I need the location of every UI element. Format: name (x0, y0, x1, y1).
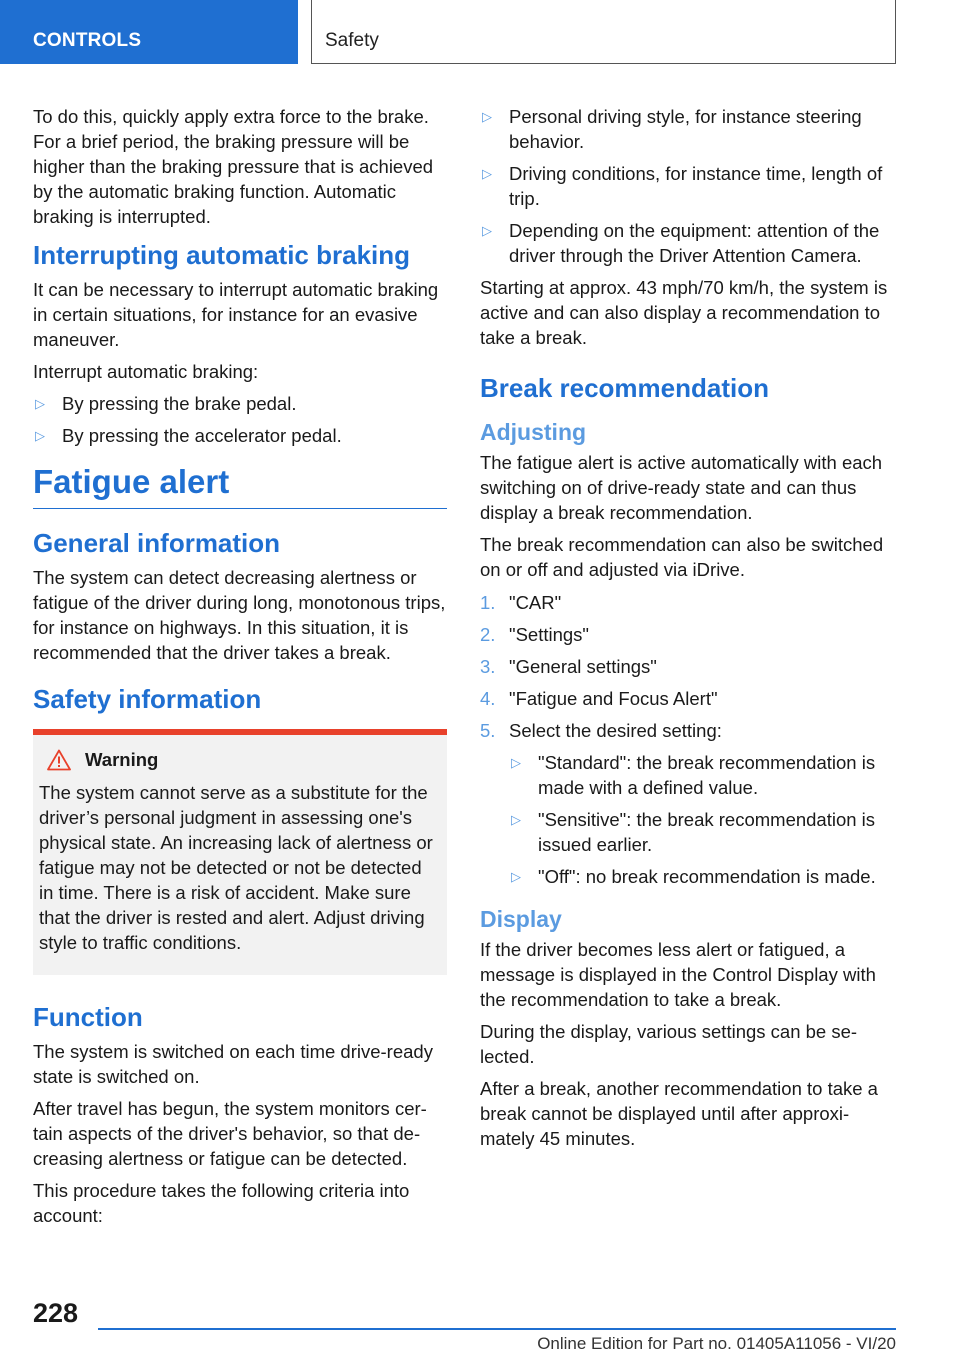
step-item: 1. "CAR" (480, 592, 562, 613)
setting-options-list (509, 750, 896, 889)
warning-box (33, 729, 447, 975)
general-info-paragraph: The system can detect decreasing alertness or fatigue of the driver during long, monotonous trips, for instance on highways. In this situation, it is recommended that the driver takes a break. (33, 567, 446, 663)
triangle-bullet-icon: ▷ (511, 869, 521, 884)
criteria-list (480, 104, 896, 268)
step-item: 3. "General settings" (480, 656, 657, 677)
adjusting-paragraph-1: The fatigue alert is active automatically with each switching on of drive-ready state and can thus display a break recommendation. (480, 452, 883, 523)
list-item: ▷ Driving conditions, for instance time, length of trip. (482, 163, 883, 209)
header-section-label: CONTROLS (33, 30, 142, 51)
triangle-bullet-icon: ▷ (482, 166, 492, 181)
settings-steps (480, 590, 896, 889)
warning-header (47, 747, 441, 772)
triangle-bullet-icon: ▷ (511, 755, 521, 770)
function-paragraph-1: The system is switched on each time drive-ready state is switched on. (33, 1041, 433, 1087)
step-item: 2. "Settings" (480, 624, 589, 645)
header-chapter-tab (311, 0, 896, 64)
list-item: ▷ Depending on the equipment: attention of the driver through the Driver Attention Camera. (482, 220, 880, 266)
step-item: 4. "Fatigue and Focus Alert" (480, 688, 718, 709)
break-recommendation-heading: Break recommendation (480, 373, 769, 403)
adjusting-paragraph-2: The break recommendation can also be switched on or off and adjusted via iDrive. (480, 534, 884, 580)
interrupt-paragraph-2: Interrupt automatic braking: (33, 361, 259, 382)
triangle-bullet-icon: ▷ (35, 428, 45, 443)
fatigue-alert-title: Fatigue alert (33, 462, 447, 509)
list-item: ▷ "Sensitive": the break recommendation is issued earlier. (511, 809, 876, 855)
triangle-bullet-icon: ▷ (482, 109, 492, 124)
general-info-heading: General information (33, 528, 281, 558)
list-item: ▷ "Off": no break recommendation is made. (511, 866, 876, 887)
footer-divider (98, 1328, 896, 1330)
triangle-bullet-icon: ▷ (35, 396, 45, 411)
list-item: ▷ "Standard": the break recommendation is made with a defined value. (511, 752, 876, 798)
left-column (33, 104, 447, 1235)
function-paragraph-2: After travel has begun, the system monitors certain aspects of the driver's behavior, so that decreasing alertness or fatigue can be detected. (33, 1098, 427, 1169)
triangle-bullet-icon: ▷ (511, 812, 521, 827)
adjusting-heading: Adjusting (480, 419, 587, 445)
active-paragraph: Starting at approx. 43 mph/70 km/h, the system is active and can also display a recommendation to take a break. (480, 277, 888, 348)
interrupt-list (33, 391, 447, 448)
display-paragraph-1: If the driver becomes less alert or fatigued, a message is displayed in the Control Display with the recommendation to take a break. (480, 939, 876, 1010)
footer-edition: Online Edition for Part no. 01405A11056 - VI/20 (537, 1334, 896, 1353)
display-heading: Display (480, 906, 562, 932)
header-chapter-label: Safety (325, 30, 379, 51)
triangle-bullet-icon: ▷ (482, 223, 492, 238)
header-section-tab (0, 0, 298, 64)
function-heading: Function (33, 1002, 143, 1032)
page-number: 228 (33, 1298, 79, 1328)
warning-text: The system cannot serve as a substitute for the driver’s personal judgment in assessing one's physical state. An increasing lack of alertness or fatigue may not be detected or not be detected in time. There is a risk of accident. Make sure that the driver is rested and alert. Adjust driving style to traffic conditions. (39, 782, 433, 953)
display-paragraph-2: During the display, various settings can be selected. (480, 1021, 858, 1067)
function-paragraph-3: This procedure takes the following criteria into account: (33, 1180, 410, 1226)
step-item: 5. Select the desired setting: ▷ "Standard": the break recommendation is made with a defined value. ▷ "Sensitive": the break recommendation is issued earlier. ▷ "Off": no break recommendation is made. (480, 718, 896, 889)
warning-label: Warning (85, 749, 159, 770)
list-item: ▷ By pressing the brake pedal. (35, 393, 297, 414)
intro-paragraph: To do this, quickly apply extra force to the brake. For a brief period, the braking pressure will be higher than the braking pressure that is achieved by the automatic braking function. Automatic braking is interrupted. (33, 106, 434, 227)
interrupt-paragraph-1: It can be necessary to interrupt automatic braking in certain situations, for instance for an evasive maneuver. (33, 279, 439, 350)
safety-info-heading: Safety information (33, 684, 262, 714)
display-paragraph-3: After a break, another recommendation to take a break cannot be displayed until after approximately 45 minutes. (480, 1078, 878, 1149)
list-item: ▷ By pressing the accelerator pedal. (35, 425, 342, 446)
list-item: ▷ Personal driving style, for instance steering behavior. (482, 106, 862, 152)
right-column (480, 104, 896, 1158)
interrupt-heading: Interrupting automatic braking (33, 240, 411, 270)
warning-triangle-icon (47, 749, 71, 771)
